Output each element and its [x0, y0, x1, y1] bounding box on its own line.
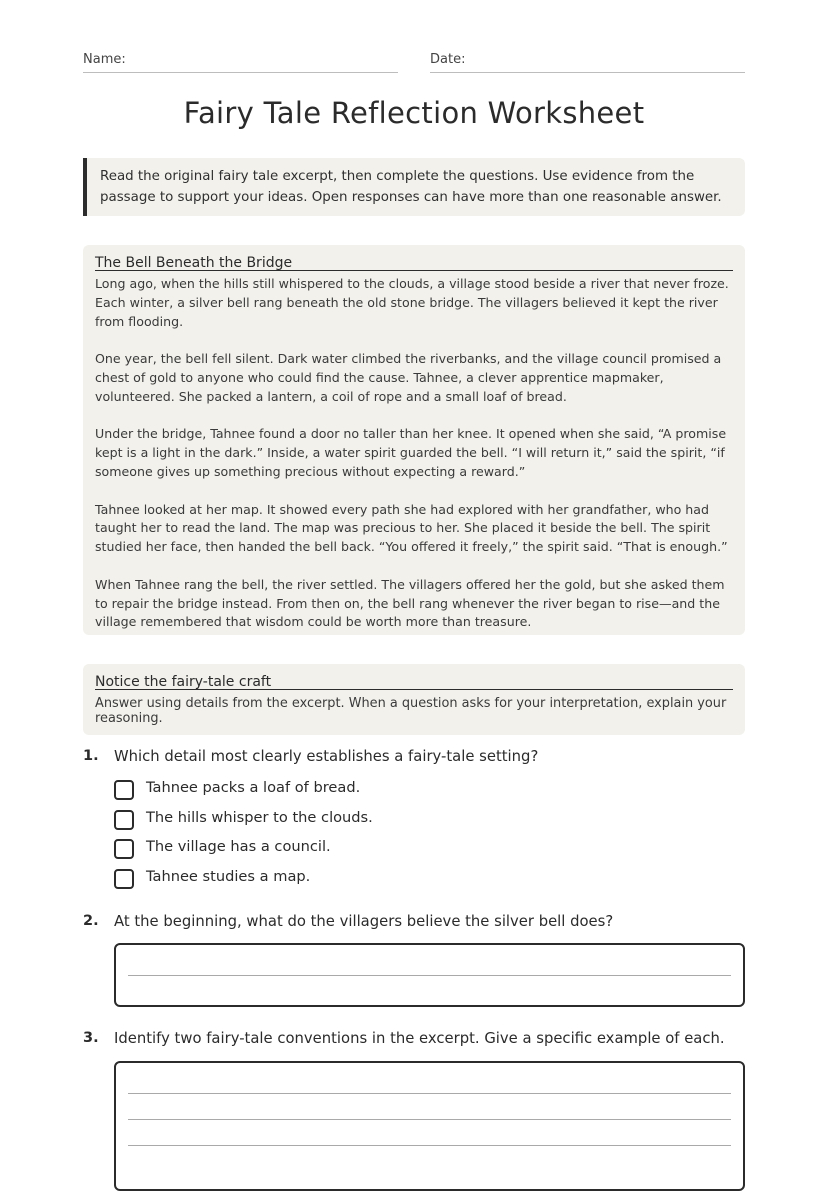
story-paragraph: Tahnee looked at her map. It showed every path she had explored with her grandfather, who had taught her to read the land. The map was precious to her. She placed it beside the bell. The spirit studied her face, then handed the bell back. “You offered it freely,” the spirit said. “That is enough.” [95, 501, 728, 555]
answer-line [128, 1145, 731, 1146]
story-paragraph: Long ago, when the hills still whispered to the clouds, a village stood beside a river that never froze. Each winter, a silver bell rang beneath the old stone bridge. The villagers believed it kept the river from flooding. [95, 276, 729, 329]
name-field[interactable] [83, 52, 398, 73]
option-label: Tahnee packs a loaf of bread. [146, 779, 361, 796]
story-title: The Bell Beneath the Bridge [95, 245, 733, 271]
name-label: Name: [83, 52, 126, 67]
question-text: At the beginning, what do the villagers believe the silver bell does? [114, 913, 614, 930]
question-text: Identify two fairy-tale conventions in the excerpt. Give a specific example of each. [114, 1030, 725, 1047]
answer-box[interactable] [114, 943, 745, 1007]
instructions-box: Read the original fairy tale excerpt, then complete the questions. Use evidence from the passage to support your ideas. Open responses can have more than one reasonable answer. [83, 158, 745, 216]
checkbox[interactable] [114, 780, 134, 800]
story-paragraph: When Tahnee rang the bell, the river settled. The villagers offered her the gold, but she asked them to repair the bridge instead. From then on, the bell rang whenever the river began to rise—and the village remembered that wisdom could be worth more than treasure. [95, 576, 725, 630]
question-number: 1. [83, 748, 99, 764]
header-fields [83, 52, 745, 74]
craft-intro: Answer using details from the excerpt. When a question asks for your interpretation, explain your reasoning. [95, 696, 727, 726]
story-paragraph: One year, the bell fell silent. Dark water climbed the riverbanks, and the village council promised a chest of gold to anyone who could find the cause. Tahnee, a clever apprentice mapmaker, volunteered. She packed a lantern, a coil of rope and a small loaf of bread. [95, 351, 722, 404]
option-label: Tahnee studies a map. [146, 867, 311, 885]
checkbox[interactable] [114, 839, 134, 859]
story-paragraph: Under the bridge, Tahnee found a door no taller than her knee. It opened when she said, “A promise kept is a light in the dark.” Inside, a water spirit guarded the bell. “I will return it,” said the spirit, “if someone gives up something precious without expecting a reward.” [95, 426, 727, 479]
answer-box[interactable] [114, 1061, 745, 1191]
option-label: The hills whisper to the clouds. [146, 808, 373, 826]
story-card [83, 245, 745, 635]
checkbox[interactable] [114, 869, 134, 889]
craft-card [83, 664, 745, 735]
answer-line [128, 975, 731, 976]
question-text: Which detail most clearly establishes a fairy-tale setting? [114, 748, 539, 765]
answer-line [128, 1119, 731, 1120]
checkbox[interactable] [114, 810, 134, 830]
craft-title: Notice the fairy-tale craft [95, 664, 733, 690]
page-title: Fairy Tale Reflection Worksheet [183, 96, 645, 130]
date-label: Date: [430, 52, 466, 67]
option-label: The village has a council. [146, 838, 331, 855]
story-body [95, 271, 733, 632]
answer-line [128, 1093, 731, 1094]
question-number: 2. [83, 913, 99, 929]
date-field[interactable] [430, 52, 745, 73]
question-number: 3. [83, 1030, 99, 1046]
